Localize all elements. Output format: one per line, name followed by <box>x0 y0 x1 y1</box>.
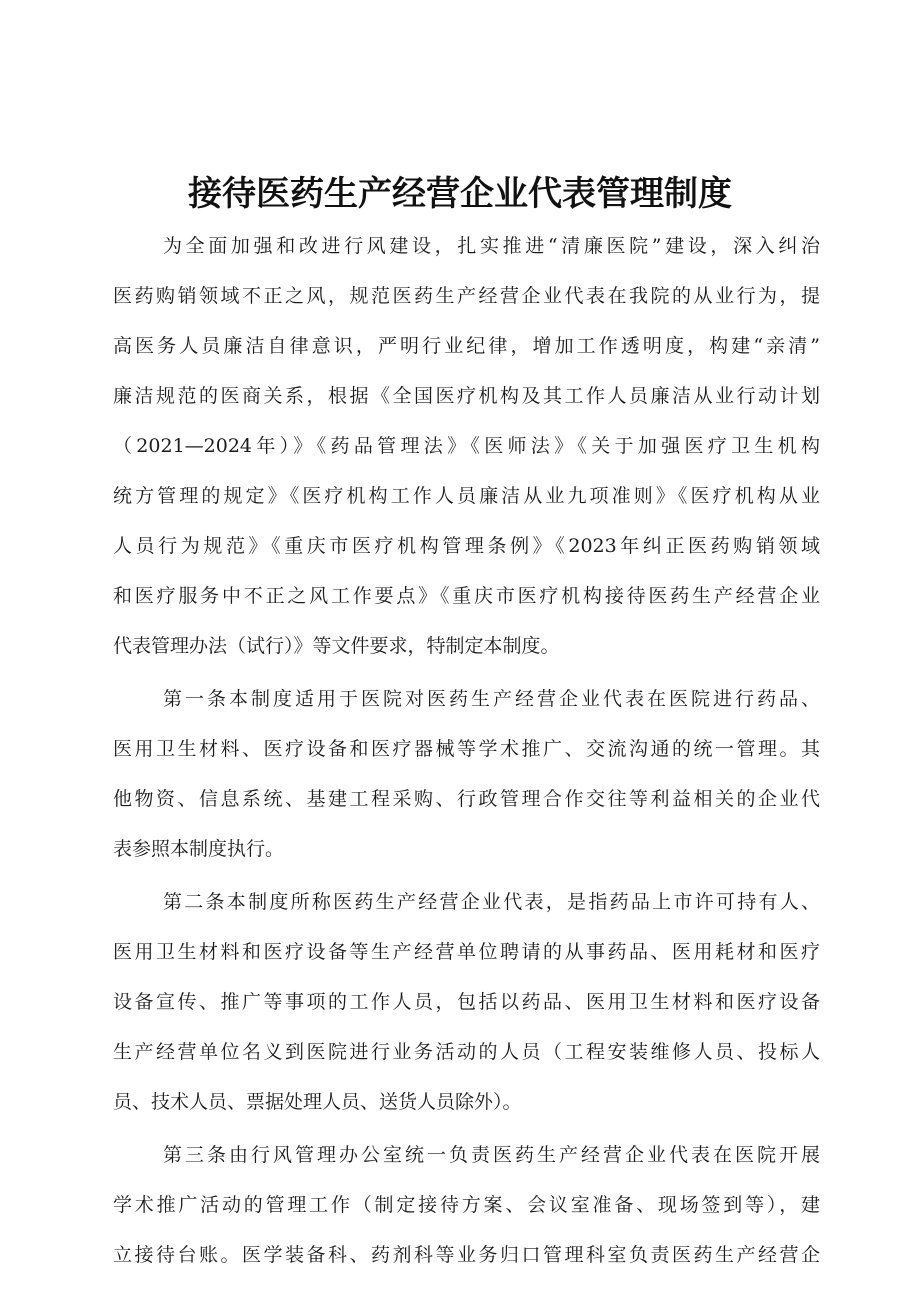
document-title: 接待医药生产经营企业代表管理制度 <box>188 174 732 214</box>
paragraph-3-line-1: 第二条本制度所称医药生产经营企业代表，是指药品上市许可持有人、 <box>163 891 820 913</box>
paragraph-1-line-2: 医药购销领域不正之风，规范医药生产经营企业代表在我院的从业行为，提 <box>113 285 820 307</box>
paragraph-3-line-5: 员、技术人员、票据处理人员、送货人员除外）。 <box>113 1091 522 1113</box>
paragraph-2-line-1: 第一条本制度适用于医院对医药生产经营企业代表在医院进行药品、 <box>163 688 820 710</box>
paragraph-1-line-8: 和医疗服务中不正之风工作要点》《重庆市医疗机构接待医药生产经营企业 <box>113 585 820 607</box>
paragraph-1-line-9: 代表管理办法（试行）》等文件要求，特制定本制度。 <box>113 635 560 657</box>
paragraph-2-line-2: 医用卫生材料、医疗设备和医疗器械等学术推广、交流沟通的统一管理。其 <box>113 738 820 760</box>
paragraph-4-line-2: 学术推广活动的管理工作（制定接待方案、会议室准备、现场签到等），建 <box>113 1194 820 1216</box>
paragraph-4-line-3: 立接待台账。医学装备科、药剂科等业务归口管理科室负责医药生产经营企 <box>113 1244 820 1266</box>
paragraph-3-line-4: 生产经营单位名义到医院进行业务活动的人员（工程安装维修人员、投标人 <box>113 1041 820 1063</box>
paragraph-2-line-4: 表参照本制度执行。 <box>113 838 285 860</box>
paragraph-1-line-7: 人员行为规范》《重庆市医疗机构管理条例》《2023年纠正医药购销领域 <box>113 535 820 557</box>
paragraph-2-line-3: 他物资、信息系统、基建工程采购、行政管理合作交往等利益相关的企业代 <box>113 788 820 810</box>
paragraph-1-line-6: 统方管理的规定》《医疗机构工作人员廉洁从业九项准则》《医疗机构从业 <box>113 485 820 507</box>
paragraph-3-line-3: 设备宣传、推广等事项的工作人员，包括以药品、医用卫生材料和医疗设备 <box>113 991 820 1013</box>
paragraph-1-line-5: （2021—2024年）》《药品管理法》《医师法》《关于加强医疗卫生机构 <box>113 435 820 457</box>
paragraph-1-line-1: 为全面加强和改进行风建设，扎实推进“清廉医院”建设，深入纠治 <box>163 235 820 257</box>
paragraph-4-line-1: 第三条由行风管理办公室统一负责医药生产经营企业代表在医院开展 <box>163 1144 820 1166</box>
paragraph-1-line-3: 高医务人员廉洁自律意识，严明行业纪律，增加工作透明度，构建“亲清” <box>113 335 820 357</box>
paragraph-3-line-2: 医用卫生材料和医疗设备等生产经营单位聘请的从事药品、医用耗材和医疗 <box>113 941 820 963</box>
paragraph-1-line-4: 廉洁规范的医商关系，根据《全国医疗机构及其工作人员廉洁从业行动计划 <box>113 385 820 407</box>
